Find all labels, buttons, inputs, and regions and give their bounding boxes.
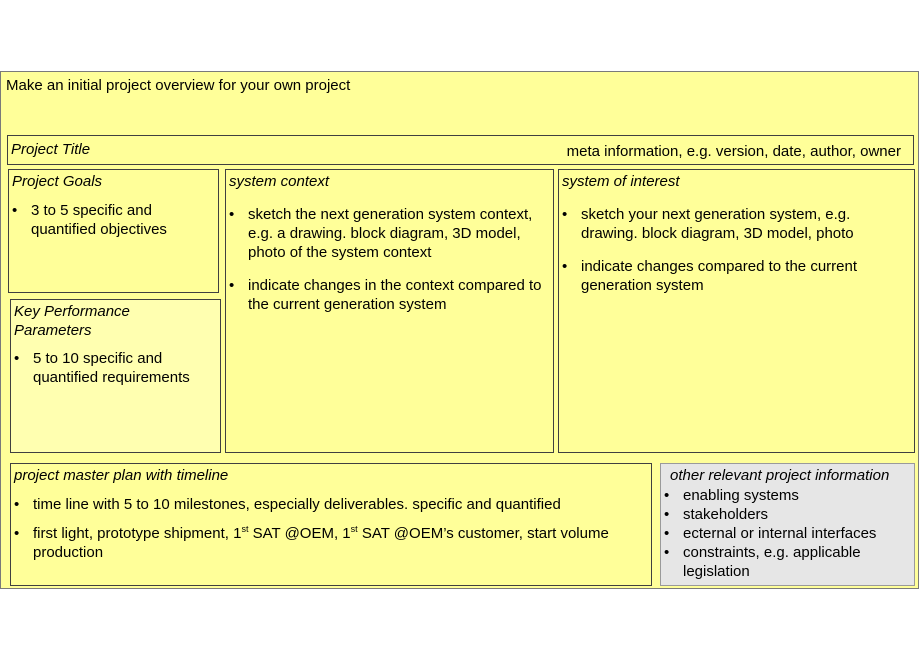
project-master-plan-list [11,495,651,562]
key-performance-parameters-box [10,299,221,453]
list-item: • time line with 5 to 10 milestones, especially deliverables. specific and quantified [11,495,611,514]
kpp-list [11,349,220,387]
overview-canvas [0,71,919,589]
list-item: • sketch your next generation system, e.g. drawing. block diagram, 3D model, photo [559,205,884,243]
ordinal-suffix: st [241,524,249,534]
list-item: • indicate changes compared to the current generation system [559,257,884,295]
project-goals-list [9,201,218,239]
kpp-title: Key Performance Parameters [14,303,130,339]
milestone-text-1: first light, prototype shipment, 1 [33,525,242,542]
ordinal-suffix: st [350,524,358,534]
project-title-box [7,135,914,165]
system-context-box [225,169,554,453]
other-information-title: other relevant project information [670,467,890,484]
project-goals-title: Project Goals [12,173,103,190]
project-master-plan-title: project master plan with timeline [14,467,229,484]
system-context-list [226,205,553,314]
project-goals-box [8,169,219,293]
system-of-interest-list [559,205,914,295]
list-item: • ecternal or internal interfaces [661,524,914,543]
list-item: • enabling systems [661,486,914,505]
instruction-text: Make an initial project overview for your own project [6,77,351,94]
project-master-plan-box [10,463,652,586]
milestone-text-3: SAT @OEM’s customer, start volume production [33,525,609,561]
meta-information-label: meta information, e.g. version, date, author, owner [566,143,901,160]
system-context-title: system context [229,173,330,190]
other-information-list [661,486,914,581]
list-item: • 5 to 10 specific and quantified requirements [11,349,216,387]
list-item: • 3 to 5 specific and quantified objectives [9,201,214,239]
system-of-interest-title: system of interest [562,173,680,190]
list-item: • indicate changes in the context compared to the current generation system [226,276,549,314]
list-item [11,524,611,562]
project-title-label: Project Title [11,141,91,158]
list-item: • stakeholders [661,505,914,524]
system-of-interest-box [558,169,915,453]
list-item: • constraints, e.g. applicable legislation [661,543,914,581]
other-information-box [660,463,915,586]
list-item: • sketch the next generation system context, e.g. a drawing. block diagram, 3D model, photo of the system context [226,205,549,262]
milestone-text-2: SAT @OEM, 1 [248,525,351,542]
